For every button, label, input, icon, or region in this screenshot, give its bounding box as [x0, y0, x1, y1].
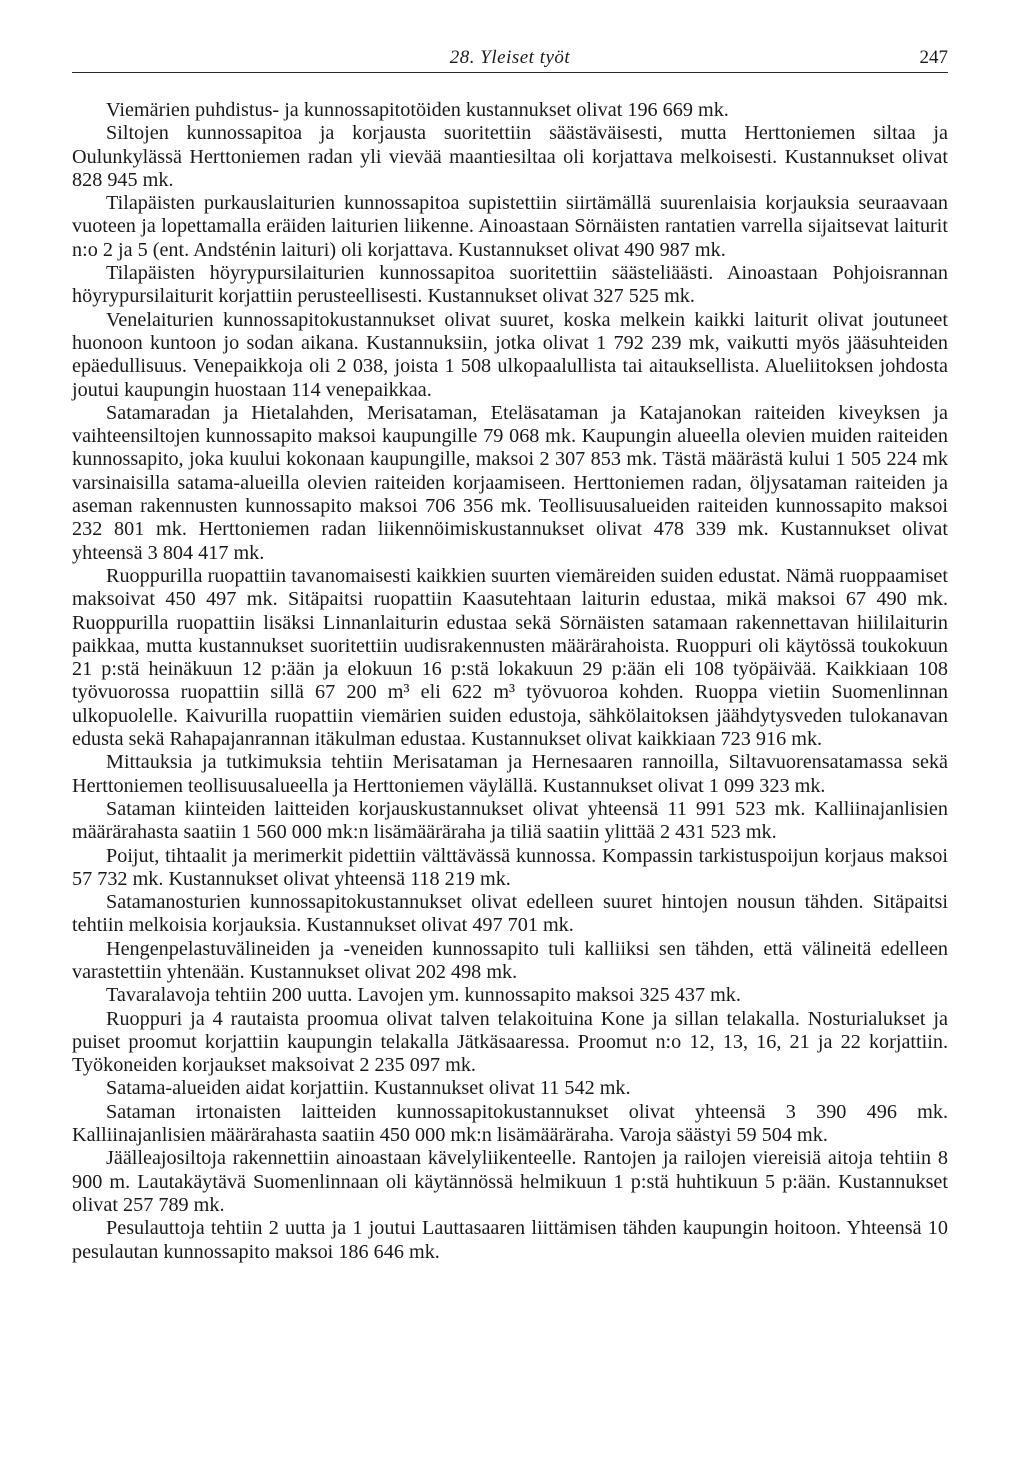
paragraph-washing-rafts: Pesulauttoja tehtiin 2 uutta ja 1 joutui Lauttasaaren liittämisen tähden kaupungin hoitoon. Yhteensä 10 pesulautan kunnossapito maksoi 186 646 mk.	[72, 1217, 948, 1263]
paragraph-movable-equipment: Sataman irtonaisten laitteiden kunnossapitokustannukset olivat yhteensä 3 390 496 mk. Kalliinajanlisien määrärahasta saatiin 450 000 mk:n lisämääräraha. Varoja säästyi 59 504 mk.	[72, 1100, 948, 1147]
body-text	[72, 99, 948, 1264]
paragraph-cranes: Satamanosturien kunnossapitokustannukset olivat edelleen suuret hintojen nousun tähden. Sitäpaitsi tehtiin melkoisia korjauksia. Kustannukset olivat 497 701 mk.	[72, 891, 948, 937]
paragraph-lifesaving: Hengenpelastuvälineiden ja -veneiden kunnossapito tuli kalliiksi sen tähden, että välineitä edelleen varastettiin yhtenään. Kustannukset olivat 202 498 mk.	[72, 937, 948, 983]
paragraph-sewer-cleaning: Viemärien puhdistus- ja kunnossapitotöiden kustannukset olivat 196 669 mk.	[106, 99, 729, 121]
paragraph-fences: Satama-alueiden aidat korjattiin. Kustannukset olivat 11 542 mk.	[106, 1077, 631, 1100]
paragraph-unloading-quays: Tilapäisten purkauslaiturien kunnossapitoa supistettiin siirtämällä suurenlaisia korjauksia seuraavaan vuoteen ja lopettamalla eräiden laiturien liikenne. Ainoastaan Sörnäisten rantatien varrella sijaitsevat laiturit n:o 2 ja 5 (ent. Andsténin laituri) oli korjattava. Kustannukset olivat 490 987 mk.	[72, 192, 948, 261]
paragraph-fixed-equipment: Sataman kiinteiden laitteiden korjauskustannukset olivat yhteensä 11 991 523 mk. Kalliinajanlisien määrärahasta saatiin 1 560 000 mk:n lisämääräraha ja tiliä saatiin ylittää 2 431 523 mk.	[72, 797, 948, 844]
paragraph-buoys: Poijut, tihtaalit ja merimerkit pidettiin välttävässä kunnossa. Kompassin tarkistuspoijun korjaus maksoi 57 732 mk. Kustannukset olivat yhteensä 118 219 mk.	[72, 844, 948, 890]
paragraph-steamboat-quays: Tilapäisten höyrypursilaiturien kunnossapitoa suoritettiin säästeliäästi. Ainoastaan Pohjoisrannan höyrypursilaiturit korjattiin perusteellisesti. Kustannukset olivat 327 525 mk.	[72, 262, 948, 308]
paragraph-dredging: Ruoppurilla ruopattiin tavanomaisesti kaikkien suurten viemäreiden suiden edustat. Nämä ruoppaamiset maksoivat 450 497 mk. Sitäpaitsi ruopattiin Kaasutehtaan laiturin edustaa, mikä maksoi 67 490 mk. Ruoppurilla ruopattiin lisäksi Linnanlaiturin edustaa sekä Sörnäisten satamaan rakennettavan hiililaiturin paikkaa, mutta kustannukset suoritettiin uudisrakennusten määrärahoista. Ruoppuri oli käytössä toukokuun 21 p:stä heinäkuun 12 p:ään ja elokuun 16 p:stä lokakuun 29 p:ään eli 108 työpäivää. Kaikkiaan 108 työvuorossa ruopattiin sillä 67 200 m³ eli 622 m³ työvuoroa kohden. Ruoppa vietiin Suomenlinnan ulkopuolelle. Kaivurilla ruopattiin viemärien suiden edustoja, sähkölaitoksen jäähdytysveden tulokanavan edusta sekä Rahapajanrannan itäkulman edustaa. Kustannukset olivat kaikkiaan 723 916 mk.	[72, 564, 948, 751]
paragraph-boat-quays: Venelaiturien kunnossapitokustannukset olivat suuret, koska melkein kaikki laiturit olivat joutuneet huonoon kuntoon jo sodan aikana. Kustannuksiin, jotka olivat 1 792 239 mk, vaikutti myös jääsuhteiden epäedullisuus. Venepaikkoja oli 2 038, joista 1 508 ulkopaalullista tai aitauksellista. Alueliitoksen johdosta joutui kaupungin huostaan 114 venepaikkaa.	[72, 308, 948, 401]
paragraph-dredger-barges: Ruoppuri ja 4 rautaista proomua olivat talven telakoituina Kone ja sillan telakalla. Nosturialukset ja puiset proomut korjattiin kaupungin telakalla Jätkäsaaressa. Proomut n:o 12, 13, 16, 21 ja 22 korjattiin. Työkoneiden korjaukset maksoivat 2 235 097 mk.	[72, 1007, 948, 1077]
chapter-title: 28. Yleiset työt	[449, 47, 571, 68]
paragraph-ice-bridges: Jäälleajosiltoja rakennettiin ainoastaan kävelyliikenteelle. Rantojen ja railojen viereisiä aitoja tehtiin 8 900 m. Lautakäytävä Suomenlinnaan oli käytännössä helmikuun 1 p:stä huhtikuun 5 p:ään. Kustannukset olivat 257 789 mk.	[72, 1147, 948, 1216]
paragraph-surveys: Mittauksia ja tutkimuksia tehtiin Merisataman ja Hernesaaren rannoilla, Siltavuorensatamassa sekä Herttoniemen teollisuusalueella ja Herttoniemen väylällä. Kustannukset olivat 1 099 323 mk.	[72, 751, 948, 797]
document-page	[72, 40, 948, 1460]
running-header	[72, 40, 948, 73]
paragraph-harbour-tracks: Satamaradan ja Hietalahden, Merisataman, Eteläsataman ja Katajanokan raiteiden kiveyksen ja vaihteensiltojen kunnossapito maksoi kaupungille 79 068 mk. Kaupungin alueella olevien muiden raiteiden kunnossapito, joka kuului kokonaan kaupungille, maksoi 2 307 853 mk. Tästä määrästä kului 1 505 224 mk varsinaisilla satama-alueilla olevien raiteiden korjaamiseen. Herttoniemen radan, öljysataman raiteiden ja aseman rakennusten kunnossapito maksoi 706 356 mk. Teollisuusalueiden raiteiden kunnossapito maksoi 232 801 mk. Herttoniemen radan liikennöimiskustannukset olivat 478 339 mk. Kustannukset olivat yhteensä 3 804 417 mk.	[72, 401, 948, 564]
paragraph-bridges: Siltojen kunnossapitoa ja korjausta suoritettiin säästäväisesti, mutta Herttoniemen siltaa ja Oulunkylässä Herttoniemen radan yli vievää maantiesiltaa oli korjattava melkoisesti. Kustannukset olivat 828 945 mk.	[72, 122, 948, 191]
paragraph-pallets: Tavaralavoja tehtiin 200 uutta. Lavojen ym. kunnossapito maksoi 325 437 mk.	[106, 984, 741, 1007]
page-number: 247	[919, 47, 948, 68]
